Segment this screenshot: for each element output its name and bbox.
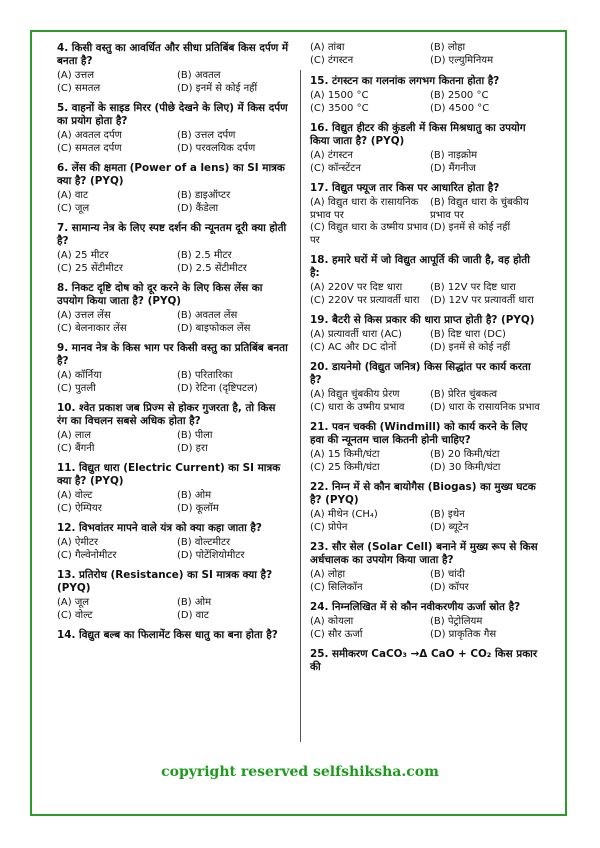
question-14-continued-options — [310, 42, 542, 67]
option-d: (D) मैंगनीज — [430, 162, 476, 174]
option-c: (C) धारा के उष्मीय प्रभाव — [310, 401, 405, 413]
option-c: (C) 25 किमी/घंटा — [310, 461, 380, 473]
option-a: (A) 15 किमी/घंटा — [310, 449, 380, 460]
option-d: (D) इनमें से कोई नहीं — [177, 82, 258, 94]
question-item — [57, 102, 289, 155]
option-b: (B) 2.5 मीटर — [177, 250, 232, 261]
question-text: 17. विद्युत फ्यूज तार किस पर आधारित होता है? — [310, 182, 500, 194]
question-item — [57, 162, 289, 215]
option-c: (C) ऐम्पियर — [57, 502, 102, 514]
option-b: (B) अवतल लेंस — [177, 310, 238, 321]
option-d: (D) कॉपर — [430, 581, 469, 593]
question-text: 5. वाहनों के साइड मिरर (पीछे देखने के लिए) में किस दर्पण का प्रयोग होता है? — [57, 102, 288, 127]
option-a: (A) वाट — [57, 190, 89, 201]
option-b: (B) ओम — [177, 490, 212, 501]
option-a: (A) अवतल दर्पण — [57, 130, 122, 141]
option-b: (B) 12V पर दिष्ट धारा — [430, 282, 516, 293]
option-d: (D) धारा के रासायनिक प्रभाव — [430, 401, 540, 413]
option-b: (B) दिष्ट धारा (DC) — [430, 329, 506, 340]
question-item — [57, 342, 289, 395]
question-item — [310, 314, 542, 354]
question-text: 13. प्रतिरोध (Resistance) का SI मात्रक क्या है? (PYQ) — [57, 569, 273, 594]
question-item — [310, 122, 542, 175]
option-b: (B) लोहा — [430, 42, 466, 53]
option-d: (D) 4500 °C — [430, 102, 490, 114]
question-text: 20. डायनेमो (विद्युत जनित्र) किस सिद्धांत पर कार्य करता है? — [310, 361, 531, 386]
option-d: (D) एल्युमिनियम — [430, 54, 494, 66]
option-d: (D) हरा — [177, 442, 208, 454]
option-c: (C) सौर ऊर्जा — [310, 628, 363, 640]
question-item — [310, 648, 542, 674]
question-text: 18. हमारे घरों में जो विद्युत आपूर्ति की जाती है, वह होती है: — [310, 254, 530, 279]
option-b: (B) परितारिका — [177, 370, 233, 381]
option-b: (B) उत्तल दर्पण — [177, 130, 236, 141]
option-a: (A) कॉर्निया — [57, 370, 102, 381]
option-a: (A) उत्तल — [57, 70, 94, 81]
question-text: 24. निम्नलिखित में से कौन नवीकरणीय ऊर्जा स्रोत है? — [310, 601, 521, 613]
option-a: (A) लाल — [57, 430, 91, 441]
option-b: (B) 20 किमी/घंटा — [430, 449, 500, 460]
question-item — [57, 629, 289, 642]
option-b: (B) नाइक्रोम — [430, 150, 478, 161]
question-item — [310, 481, 542, 534]
question-item — [57, 462, 289, 515]
option-c: (C) 220V पर प्रत्यावर्ती धारा — [310, 294, 420, 306]
question-text: 6. लेंस की क्षमता (Power of a lens) का SI मात्रक क्या है? (PYQ) — [57, 162, 285, 187]
option-d: (D) इनमें से कोई नहीं — [430, 341, 511, 353]
option-b: (B) पीला — [177, 430, 213, 441]
question-text: 11. विद्युत धारा (Electric Current) का SI मात्रक क्या है? (PYQ) — [57, 462, 281, 487]
question-item — [310, 601, 542, 641]
option-d: (D) कूलॉम — [177, 502, 219, 514]
question-text: 22. निम्न में से कौन बायोगैस (Biogas) का मुख्य घटक है? (PYQ) — [310, 481, 536, 506]
question-text: 14. विद्युत बल्ब का फिलामेंट किस धातु का बना होता है? — [57, 629, 278, 641]
question-item — [310, 421, 542, 474]
right-column — [310, 42, 542, 681]
option-b: (B) अवतल — [177, 70, 221, 81]
option-a: (A) विद्युत चुंबकीय प्रेरण — [310, 389, 400, 400]
question-text: 16. विद्युत हीटर की कुंडली में किस मिश्रधातु का उपयोग किया जाता है? (PYQ) — [310, 122, 526, 147]
option-a: (A) 25 मीटर — [57, 250, 109, 261]
question-text: 15. टंगस्टन का गलनांक लगभग कितना होता है? — [310, 75, 500, 87]
option-a: (A) विद्युत धारा के रासायनिक प्रभाव पर — [310, 197, 419, 221]
option-b: (B) वोल्टमीटर — [177, 537, 231, 548]
question-item — [57, 522, 289, 562]
option-a: (A) वोल्ट — [57, 490, 93, 501]
option-a: (A) उत्तल लेंस — [57, 310, 111, 321]
option-a: (A) ऐमीटर — [57, 537, 99, 548]
option-a: (A) प्रत्यावर्ती धारा (AC) — [310, 329, 402, 340]
option-c: (C) कॉन्स्टेंटन — [310, 162, 361, 174]
question-text: 21. पवन चक्की (Windmill) को कार्य करने के लिए हवा की न्यूनतम चाल कितनी होनी चाहिए? — [310, 421, 528, 446]
option-b: (B) पेट्रोलियम — [430, 616, 483, 627]
question-text: 19. बैटरी से किस प्रकार की धारा प्राप्त होती है? (PYQ) — [310, 314, 535, 326]
question-text: 9. मानव नेत्र के किस भाग पर किसी वस्तु का प्रतिबिंब बनता है? — [57, 342, 288, 367]
option-d: (D) 30 किमी/घंटा — [430, 461, 501, 473]
question-item — [57, 569, 289, 622]
question-item — [310, 254, 542, 307]
question-text: 23. सौर सेल (Solar Cell) बनाने में मुख्य रूप से किस अर्धचालक का उपयोग किया जाता है? — [310, 541, 538, 566]
left-column — [57, 42, 289, 649]
option-c: (C) समतल दर्पण — [57, 142, 122, 154]
option-c: (C) 3500 °C — [310, 102, 369, 114]
option-a: (A) टंगस्टन — [310, 150, 353, 161]
option-c: (C) सिलिकॉन — [310, 581, 363, 593]
option-c: (C) पुतली — [57, 382, 96, 394]
option-b: (B) विद्युत धारा के चुंबकीय प्रभाव पर — [430, 197, 529, 221]
option-c: (C) समतल — [57, 82, 101, 94]
option-b: (B) चांदी — [430, 569, 465, 580]
question-item — [57, 402, 289, 455]
option-b: (B) 2500 °C — [430, 90, 489, 101]
question-text: 12. विभवांतर मापने वाले यंत्र को क्या कहा जाता है? — [57, 522, 262, 534]
option-b: (B) ओम — [177, 597, 212, 608]
option-d: (D) 2.5 सेंटीमीटर — [177, 262, 247, 274]
option-a: (A) कोयला — [310, 616, 354, 627]
option-d: (D) प्राकृतिक गैस — [430, 628, 497, 640]
option-c: (C) प्रोपेन — [310, 521, 348, 533]
option-a: (A) 1500 °C — [310, 90, 369, 101]
question-item — [310, 182, 542, 247]
option-d: (D) इनमें से कोई नहीं — [430, 222, 511, 233]
option-a: (A) तांबा — [310, 42, 345, 53]
option-d: (D) परवलयिक दर्पण — [177, 142, 256, 154]
option-d: (D) 12V पर प्रत्यावर्ती धारा — [430, 294, 534, 306]
column-divider — [300, 70, 301, 742]
question-text: 7. सामान्य नेत्र के लिए स्पष्ट दर्शन की न्यूनतम दूरी क्या होती है? — [57, 222, 287, 247]
question-item — [57, 222, 289, 275]
option-c: (C) 25 सेंटीमीटर — [57, 262, 123, 274]
option-d: (D) रेटिना (दृष्टिपटल) — [177, 382, 258, 394]
option-c: (C) बेलनाकार लेंस — [57, 322, 127, 334]
option-d: (D) ब्यूटेन — [430, 521, 469, 533]
option-a: (A) जूल — [57, 597, 90, 608]
question-text: 25. समीकरण CaCO₃ →Δ CaO + CO₂ किस प्रकार की — [310, 648, 538, 673]
option-a: (A) 220V पर दिष्ट धारा — [310, 282, 403, 293]
option-c: (C) AC और DC दोनों — [310, 341, 397, 353]
copyright-footer: copyright reserved selfshiksha.com — [161, 764, 439, 780]
question-text: 10. श्वेत प्रकाश जब प्रिज्म से होकर गुजरता है, तो किस रंग का विचलन सबसे अधिक होता है? — [57, 402, 276, 427]
option-a: (A) लोहा — [310, 569, 346, 580]
question-item — [57, 282, 289, 335]
option-c: (C) विद्युत धारा के उष्मीय प्रभाव पर — [310, 222, 428, 246]
option-c: (C) टंगस्टन — [310, 54, 354, 66]
question-text: 8. निकट दृष्टि दोष को दूर करने के लिए किस लेंस का उपयोग किया जाता है? (PYQ) — [57, 282, 263, 307]
option-b: (B) प्रेरित चुंबकत्व — [430, 389, 498, 400]
option-b: (B) डाइऑप्टर — [177, 190, 231, 201]
option-c: (C) वोल्ट — [57, 609, 93, 621]
question-item — [310, 361, 542, 414]
question-text: 4. किसी वस्तु का आवर्धित और सीधा प्रतिबिंब किस दर्पण में बनता है? — [57, 42, 289, 67]
option-c: (C) गैल्वेनोमीटर — [57, 549, 117, 561]
option-b: (B) इथेन — [430, 509, 465, 520]
question-item — [310, 75, 542, 115]
option-d: (D) कैंडेला — [177, 202, 219, 214]
option-d: (D) वाट — [177, 609, 209, 621]
option-a: (A) मीथेन (CH₄) — [310, 509, 378, 520]
option-c: (C) जूल — [57, 202, 90, 214]
question-item — [310, 541, 542, 594]
option-c: (C) बैंगनी — [57, 442, 95, 454]
option-d: (D) पोटेंशियोमीटर — [177, 549, 245, 561]
question-item — [57, 42, 289, 95]
option-d: (D) बाइफोकल लेंस — [177, 322, 251, 334]
